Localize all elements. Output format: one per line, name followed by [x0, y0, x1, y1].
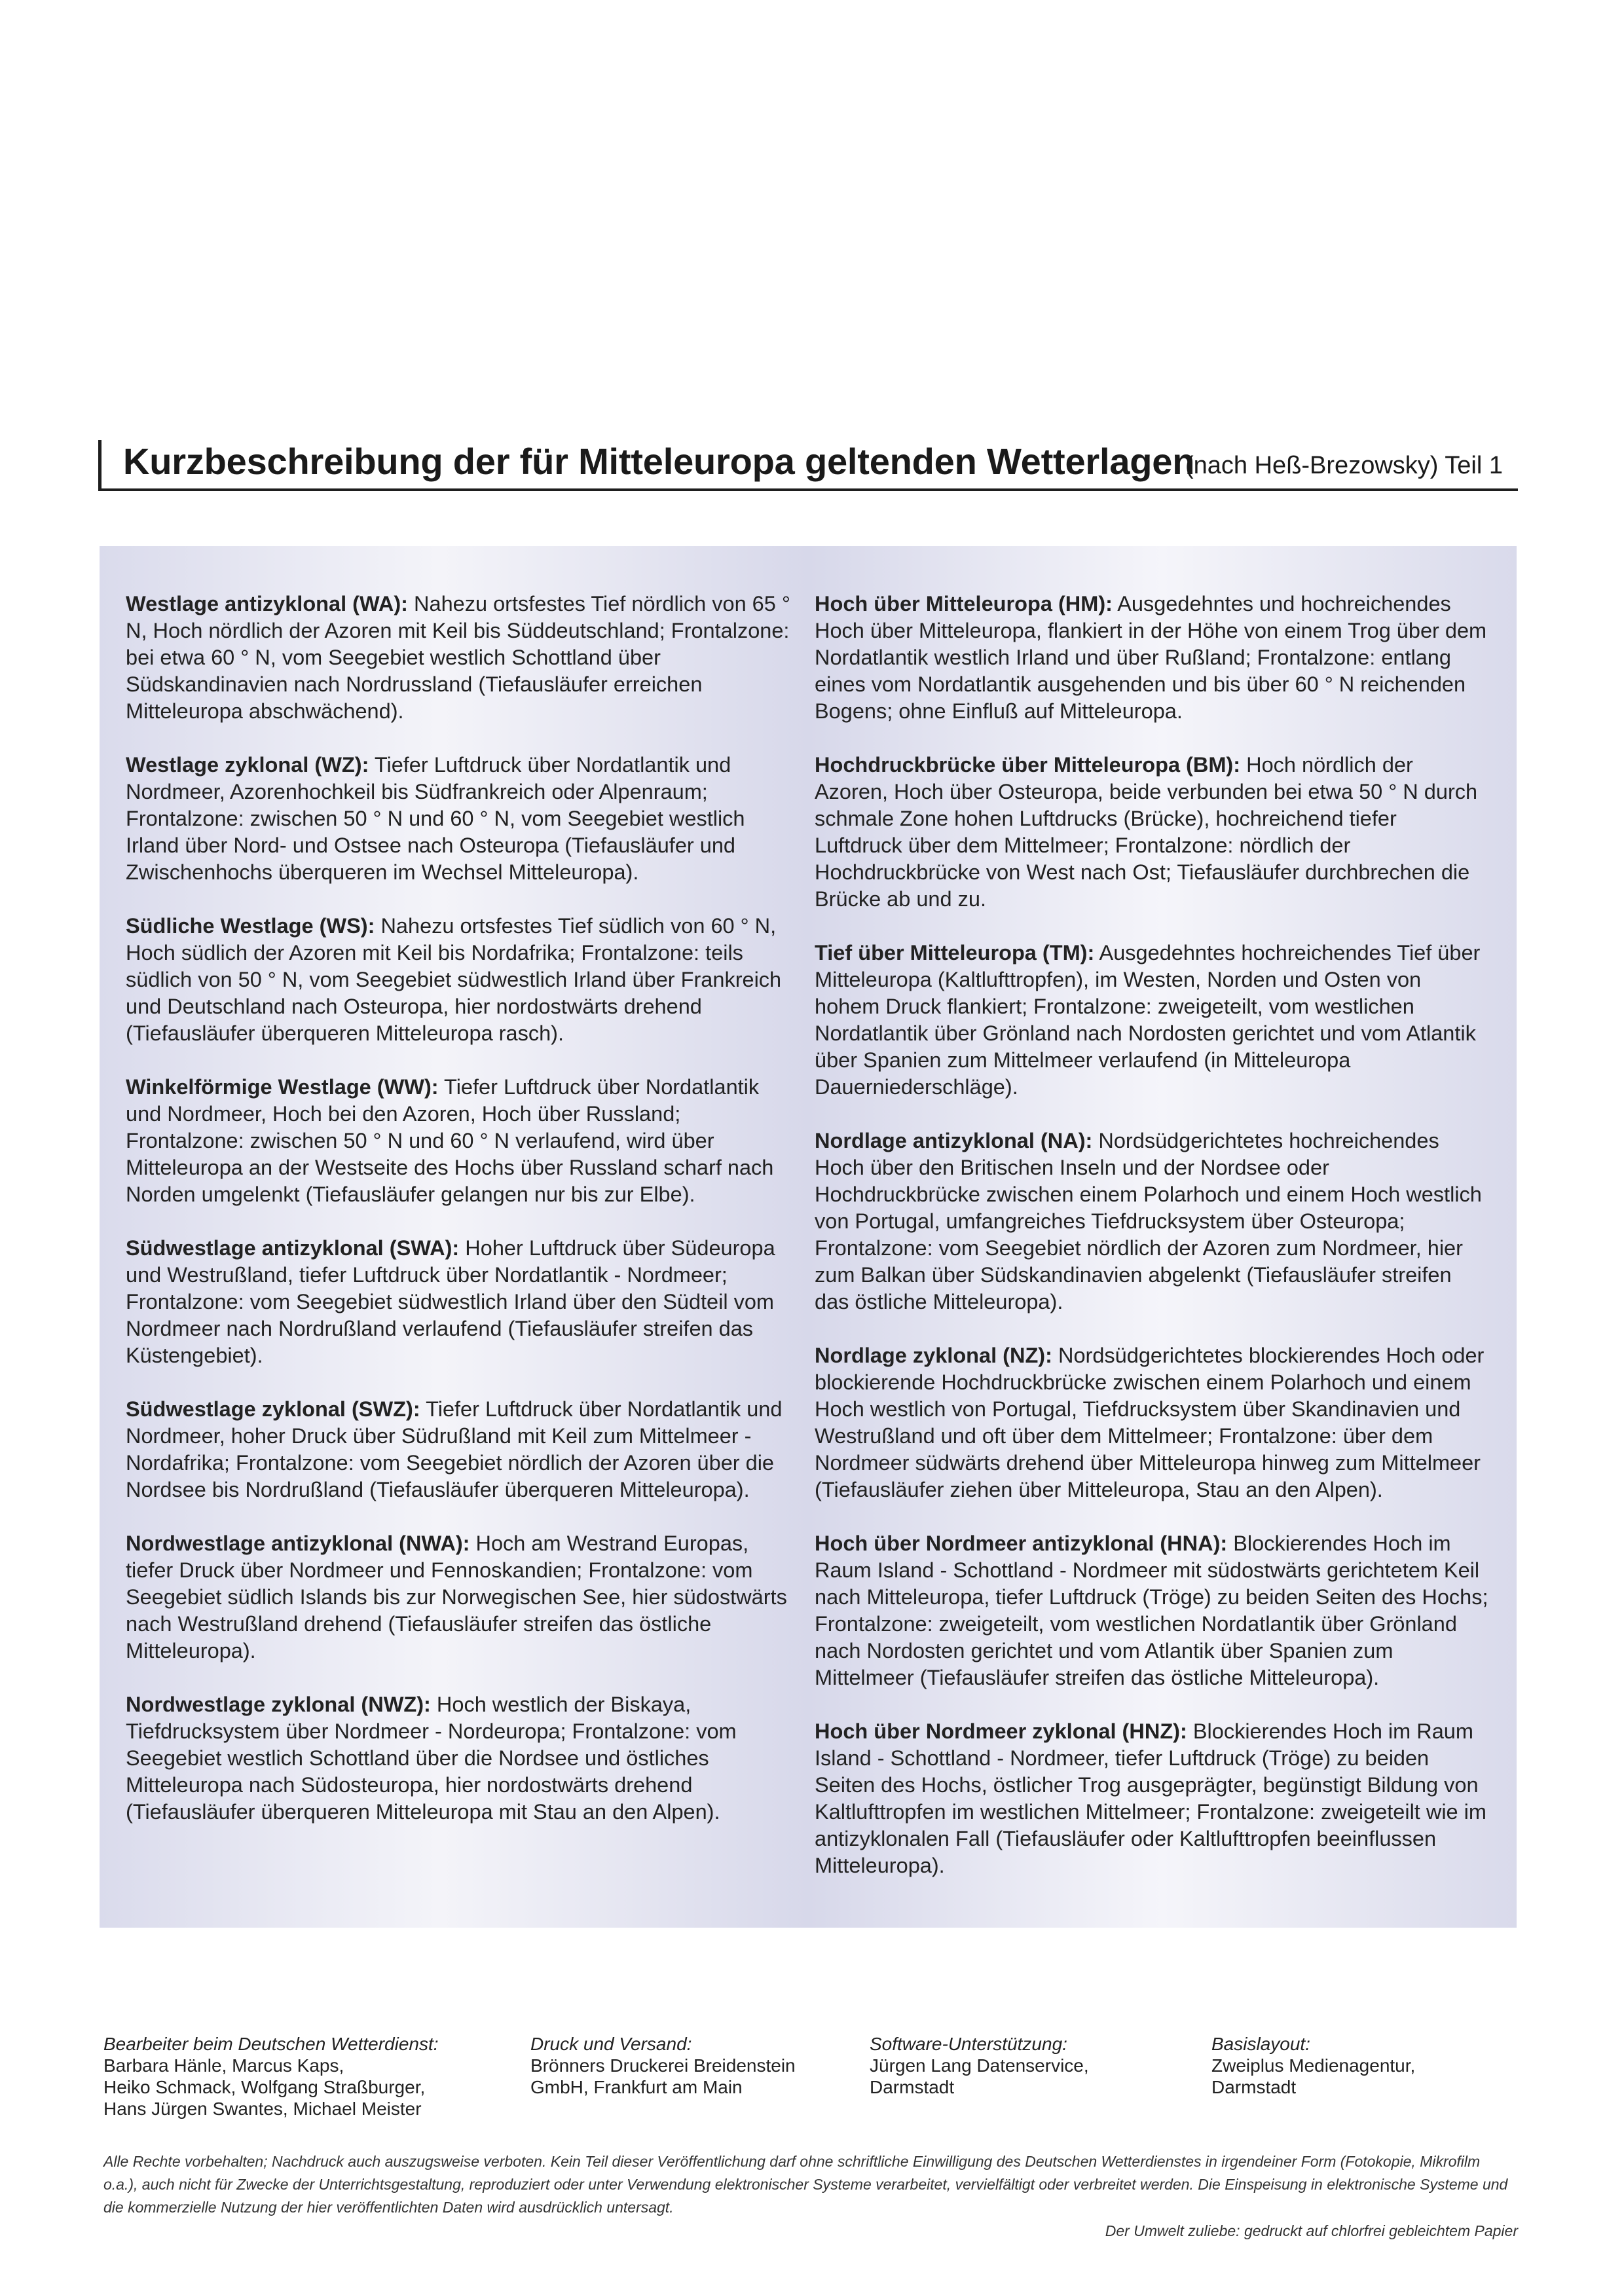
- entry-term: Hoch über Mitteleuropa (HM):: [815, 592, 1113, 615]
- entry-swz: [126, 1396, 800, 1503]
- entry-term: Südwestlage antizyklonal (SWA):: [126, 1236, 460, 1260]
- right-column: [815, 591, 1489, 1906]
- entry-ww: [126, 1074, 800, 1208]
- entry-term: Hoch über Nordmeer zyklonal (HNZ):: [815, 1719, 1187, 1743]
- entry-term: Nordwestlage antizyklonal (NWA):: [126, 1532, 470, 1555]
- entry-text: Nahezu ortsfestes Tief nördlich von 65 ° N, Hoch nördlich der Azoren mit Keil bis Süddeutschland; Frontalzone: bei etwa 60 ° N, vom Seegebiet westlich Schottland über Südskandinavien nach Nordrussland (Tiefausläufer erreichen Mitteleuropa abschwächend).: [126, 592, 790, 723]
- eco-note: Der Umwelt zuliebe: gedruckt auf chlorfrei gebleichtem Papier: [1105, 2222, 1518, 2239]
- entry-term: Hochdruckbrücke über Mitteleuropa (BM):: [815, 753, 1241, 777]
- entry-wz: [126, 752, 800, 886]
- entry-swa: [126, 1235, 800, 1369]
- entry-term: Nordlage zyklonal (NZ):: [815, 1344, 1052, 1367]
- entry-term: Südliche Westlage (WS):: [126, 914, 375, 938]
- entry-term: Winkelförmige Westlage (WW):: [126, 1075, 439, 1099]
- credit-printing: [530, 2033, 845, 2098]
- entry-hm: [815, 591, 1489, 725]
- entry-text: Hoch am Westrand Europas, tiefer Druck über Nordmeer und Fennoskandien; Frontalzone: vom Seegebiet südlich Islands bis zur Norwegischen See, hier südostwärts nach Westrußland drehend (Tiefausläufer streifen das östliche Mitteleuropa).: [126, 1532, 787, 1662]
- entry-text: Hoher Luftdruck über Südeuropa und Westrußland, tiefer Luftdruck über Nordatlantik - Nordmeer; Frontalzone: vom Seegebiet südwestlich Irland über den Südteil vom Nordmeer nach Nordrußland verlaufend (Tiefausläufer streifen das Küstengebiet).: [126, 1236, 775, 1367]
- credit-software: [870, 2033, 1184, 2098]
- entry-nwz: [126, 1691, 800, 1826]
- entry-na: [815, 1128, 1489, 1315]
- credit-name: Jürgen Lang Datenservice,: [870, 2055, 1089, 2076]
- credit-name: Darmstadt: [870, 2077, 955, 2097]
- entry-nz: [815, 1342, 1489, 1503]
- entry-term: Westlage zyklonal (WZ):: [126, 753, 369, 777]
- entry-text: Nordsüdgerichtetes blockierendes Hoch oder blockierende Hochdruckbrücke zwischen einem Polarhoch und einem Hoch westlich von Portugal, Tiefdrucksystem über Skandinavien und Westrußland und oft über dem Mittelmeer; Frontalzone: über dem Nordmeer südwärts drehend über Mitteleuropa hinweg zum Mittelmeer (Tiefausläufer ziehen über Mitteleuropa, Stau an den Alpen).: [815, 1344, 1485, 1501]
- entry-tm: [815, 940, 1489, 1101]
- credit-name: Hans Jürgen Swantes, Michael Meister: [103, 2099, 422, 2119]
- entry-wa: [126, 591, 800, 725]
- credit-name: Zweiplus Medienagentur,: [1211, 2055, 1416, 2076]
- entry-text: Blockierendes Hoch im Raum Island - Schottland - Nordmeer mit südostwärts gerichtetem Keil nach Mitteleuropa, tiefer Luftdruck (Tröge) zu beiden Seiten des Hochs; Frontalzone: zweigeteilt, vom westlichen Nordatlantik über Grönland nach Nordosten gerichtet und vom Atlantik über Spanien zum Mittelmeer (Tiefausläufer streifen das östliche Mitteleuropa).: [815, 1532, 1488, 1689]
- entry-text: Tiefer Luftdruck über Nordatlantik und Nordmeer, Azorenhochkeil bis Südfrankreich oder Alpenraum; Frontalzone: zwischen 50 ° N und 60 ° N, vom Seegebiet westlich Irland über Nord- und Ostsee nach Osteuropa (Tiefausläufer und Zwischenhochs überqueren im Wechsel Mitteleuropa).: [126, 753, 745, 884]
- entry-term: Tief über Mitteleuropa (TM):: [815, 941, 1095, 964]
- entry-text: Tiefer Luftdruck über Nordatlantik und Nordmeer, Hoch bei den Azoren, Hoch über Russland; Frontalzone: zwischen 50 ° N und 60 ° N verlaufend, wird über Mitteleuropa an der Westseite des Hochs über Russland scharf nach Norden umgelenkt (Tiefausläufer gelangen nur bis zur Elbe).: [126, 1075, 774, 1206]
- credit-name: Heiko Schmack, Wolfgang Straßburger,: [103, 2077, 426, 2097]
- entry-text: Nordsüdgerichtetes hochreichendes Hoch über den Britischen Inseln und der Nordsee oder Hochdruckbrücke zwischen einem Polarhoch und einem Hoch westlich von Portugal, umfangreiches Tiefdrucksystem über Osteuropa; Frontalzone: vom Seegebiet nördlich der Azoren zum Nordmeer, hier zum Balkan über Südskandinavien abgelenkt (Tiefausläufer streifen das östliche Mitteleuropa).: [815, 1129, 1482, 1313]
- entry-hnz: [815, 1718, 1489, 1879]
- page-title: Kurzbeschreibung der für Mitteleuropa geltenden Wetterlagen: [123, 441, 1195, 482]
- credit-layout: [1211, 2033, 1513, 2098]
- left-column: [126, 591, 800, 1852]
- credit-role: Basislayout:: [1211, 2034, 1310, 2054]
- entry-term: Nordwestlage zyklonal (NWZ):: [126, 1693, 431, 1716]
- credit-name: Darmstadt: [1211, 2077, 1297, 2097]
- entry-term: Westlage antizyklonal (WA):: [126, 592, 408, 615]
- entry-text: Nahezu ortsfestes Tief südlich von 60 ° N, Hoch südlich der Azoren mit Keil bis Nordafrika; Frontalzone: teils südlich von 50 ° N, vom Seegebiet südwestlich Irland über Frankreich und Deutschland nach Osteuropa, hier nordostwärts drehend (Tiefausläufer überqueren Mitteleuropa rasch).: [126, 914, 782, 1045]
- credit-editors: [103, 2033, 496, 2120]
- entry-text: Hoch nördlich der Azoren, Hoch über Osteuropa, beide verbunden bei etwa 50 ° N durch schmale Zone hohen Luftdrucks (Brücke), hochreichend tiefer Luftdruck über dem Mittelmeer; Frontalzone: nördlich der Hochdruckbrücke von West nach Ost; Tiefausläufer durchbrechen die Brücke ab und zu.: [815, 753, 1478, 911]
- entry-hna: [815, 1530, 1489, 1691]
- entry-text: Blockierendes Hoch im Raum Island - Schottland - Nordmeer, tiefer Luftdruck (Tröge) zu beiden Seiten des Hochs, östlicher Trog ausgeprägter, begünstigt Bildung von Kaltlufttropfen im westlichen Mittelmeer; Frontalzone: zweigeteilt wie im antizyklonalen Fall (Tiefausläufer oder Kaltlufttropfen beeinflussen Mitteleuropa).: [815, 1719, 1486, 1877]
- credit-name: GmbH, Frankfurt am Main: [530, 2077, 743, 2097]
- credit-name: Barbara Hänle, Marcus Kaps,: [103, 2055, 344, 2076]
- entry-term: Südwestlage zyklonal (SWZ):: [126, 1397, 420, 1421]
- credit-name: Brönners Druckerei Breidenstein: [530, 2055, 796, 2076]
- entry-nwa: [126, 1530, 800, 1664]
- entry-bm: [815, 752, 1489, 913]
- credit-role: Software-Unterstützung:: [870, 2034, 1067, 2054]
- entry-term: Hoch über Nordmeer antizyklonal (HNA):: [815, 1532, 1228, 1555]
- credit-role: Bearbeiter beim Deutschen Wetterdienst:: [103, 2034, 439, 2054]
- credit-role: Druck und Versand:: [530, 2034, 692, 2054]
- entry-text: Ausgedehntes hochreichendes Tief über Mitteleuropa (Kaltlufttropfen), im Westen, Norden und Osten von hohem Druck flankiert; Frontalzone: zweigeteilt, vom westlichen Nordatlantik über Grönland nach Nordosten gerichtet und vom Atlantik über Spanien zum Mittelmeer verlaufend (in Mitteleuropa Dauerniederschläge).: [815, 941, 1481, 1099]
- entry-text: Tiefer Luftdruck über Nordatlantik und Nordmeer, hoher Druck über Südrußland mit Keil zum Mittelmeer - Nordafrika; Frontalzone: vom Seegebiet nördlich der Azoren über die Nordsee bis Nordrußland (Tiefausläufer überqueren Mitteleuropa).: [126, 1397, 783, 1501]
- entry-ws: [126, 913, 800, 1047]
- entry-text: Hoch westlich der Biskaya, Tiefdrucksystem über Nordmeer - Nordeuropa; Frontalzone: vom Seegebiet westlich Schottland über die Nordsee und östliches Mitteleuropa nach Südosteuropa, hier nordostwärts drehend (Tiefausläufer überqueren Mitteleuropa mit Stau an den Alpen).: [126, 1693, 737, 1824]
- entry-term: Nordlage antizyklonal (NA):: [815, 1129, 1093, 1152]
- legal-notice: Alle Rechte vorbehalten; Nachdruck auch auszugsweise verboten. Kein Teil dieser Veröffentlichung darf ohne schriftliche Einwilligung des Deutschen Wetterdienstes in irgendeiner Form (Fotokopie, Mikrofilm o.a.), auch nicht für Zwecke der Unterrichtsgestaltung, reproduziert oder unter Verwendung elektronischer Systeme verarbeitet, vervielfältigt oder verbreitet werden. Die Einspeisung in elektronische Systeme und die kommerzielle Nutzung der hier veröffentlichten Daten wird ausdrücklich untersagt.: [103, 2153, 1508, 2216]
- page-subtitle: (nach Heß-Brezowsky) Teil 1: [1185, 452, 1504, 479]
- entry-text: Ausgedehntes und hochreichendes Hoch über Mitteleuropa, flankiert in der Höhe von einem Trog über dem Nordatlantik westlich Irland und über Rußland; Frontalzone: entlang eines vom Nordatlantik ausgehenden und bis über 60 ° N reichenden Bogens; ohne Einfluß auf Mitteleuropa.: [815, 592, 1487, 723]
